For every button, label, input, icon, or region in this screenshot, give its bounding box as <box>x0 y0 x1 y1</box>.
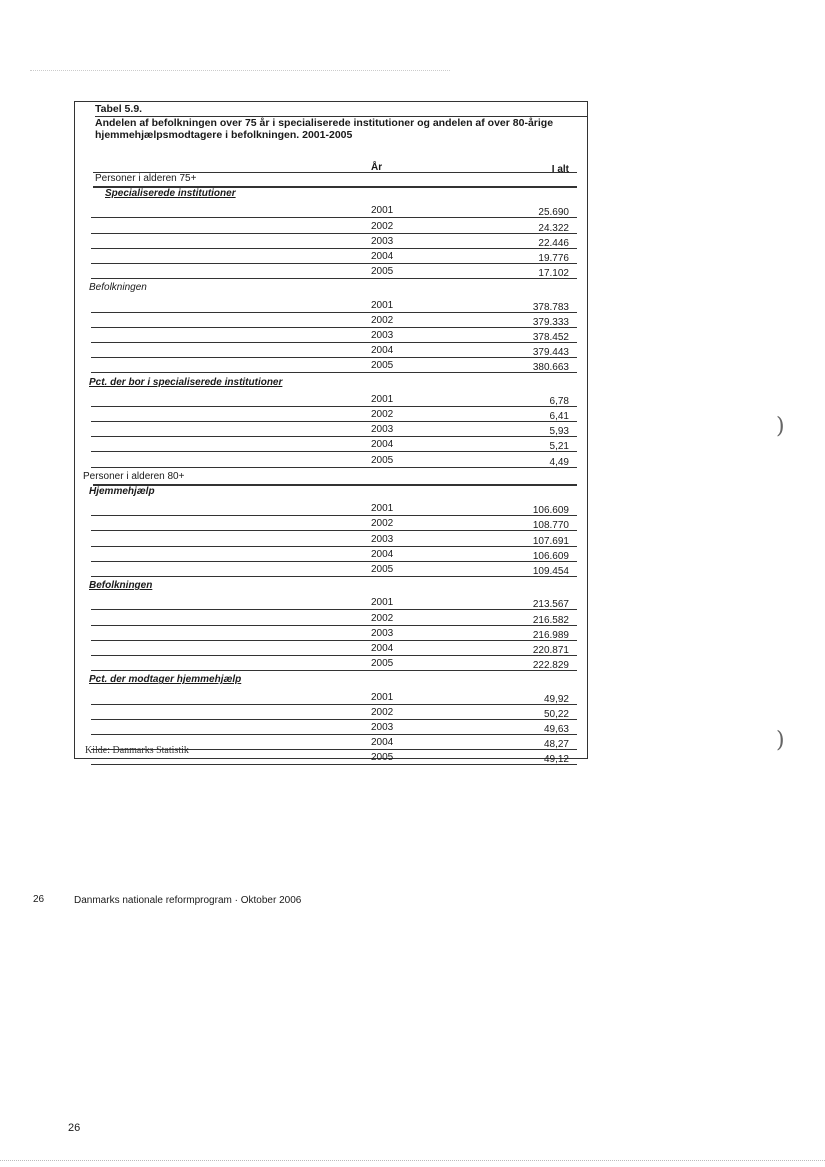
year-cell: 2003 <box>371 627 394 639</box>
row-divider <box>91 609 577 610</box>
year-cell: 2001 <box>371 205 394 217</box>
row-divider <box>91 451 577 452</box>
row-divider <box>93 485 577 486</box>
year-cell: 2003 <box>371 235 394 247</box>
value-cell: 108.770 <box>532 520 569 532</box>
row-divider <box>91 233 577 234</box>
year-cell: 2005 <box>371 752 394 764</box>
row-divider <box>91 248 577 249</box>
value-cell: 49,63 <box>543 724 569 735</box>
row-divider <box>91 734 577 735</box>
row-divider <box>91 561 577 562</box>
year-cell: 2002 <box>371 409 394 420</box>
row-divider <box>91 515 577 516</box>
page-number: 26 <box>68 1122 81 1134</box>
value-cell: 109.454 <box>532 566 569 577</box>
value-cell: 25.690 <box>538 207 569 219</box>
value-cell: 379.333 <box>532 316 569 328</box>
value-cell: 213.567 <box>532 599 569 611</box>
scan-artifact <box>30 70 450 71</box>
row-divider <box>91 655 577 656</box>
group-label: Personer i alderen 80+ <box>83 470 185 482</box>
group-label: Pct. der bor i specialiserede institutioner <box>89 376 283 388</box>
year-cell: 2001 <box>371 503 394 515</box>
year-cell: 2004 <box>371 737 394 749</box>
year-cell: 2004 <box>371 643 394 654</box>
value-cell: 50,22 <box>543 708 569 720</box>
table-title: Andelen af befolkningen over 75 år i specialiserede institutioner og andelen af over 80-årige hjemmehjælpsmodtagere i befolkningen. 2001-2005 <box>95 117 554 141</box>
margin-mark: ) <box>776 728 785 753</box>
year-cell: 2002 <box>371 612 394 624</box>
value-cell: 6,41 <box>549 411 569 422</box>
row-divider <box>91 625 577 626</box>
row-divider <box>91 704 577 705</box>
year-cell: 2005 <box>371 658 394 670</box>
year-cell: 2001 <box>371 597 394 609</box>
row-divider <box>91 530 577 531</box>
year-cell: 2002 <box>371 314 394 326</box>
row-divider <box>91 467 577 468</box>
row-divider <box>91 278 577 279</box>
group-label: Befolkningen <box>89 580 153 592</box>
year-cell: 2003 <box>371 424 394 436</box>
year-cell: 2001 <box>371 691 394 703</box>
group-label: Specialiserede institutioner <box>105 188 236 200</box>
source-note: Kilde: Danmarks Statistik <box>85 745 189 756</box>
value-cell: 380.663 <box>532 362 569 374</box>
row-divider <box>91 372 577 373</box>
row-divider <box>91 312 577 313</box>
year-cell: 2003 <box>371 533 394 545</box>
year-cell: 2005 <box>371 266 394 278</box>
year-cell: 2004 <box>371 345 394 357</box>
group-label: Pct. der modtager hjemmehjælp <box>89 674 242 686</box>
value-cell: 106.609 <box>532 550 569 562</box>
row-divider <box>91 217 577 218</box>
year-cell: 2004 <box>371 251 394 262</box>
value-cell: 222.829 <box>532 660 569 672</box>
value-cell: 49,92 <box>543 693 569 705</box>
row-divider <box>91 327 577 328</box>
row-divider <box>91 421 577 422</box>
row-divider <box>91 719 577 720</box>
row-divider <box>91 342 577 343</box>
value-cell: 6,78 <box>549 395 569 407</box>
row-divider <box>91 357 577 358</box>
year-cell: 2001 <box>371 393 394 405</box>
value-cell: 19.776 <box>538 253 569 264</box>
value-cell: 48,27 <box>543 739 569 751</box>
year-cell: 2005 <box>371 564 394 575</box>
footer-publication: Danmarks nationale reformprogram · Oktober 2006 <box>74 895 302 906</box>
year-cell: 2001 <box>371 299 394 311</box>
year-cell: 2003 <box>371 722 394 733</box>
group-label: Personer i alderen 75+ <box>95 173 197 184</box>
value-cell: 4,49 <box>549 456 569 468</box>
row-divider <box>91 263 577 264</box>
table-box <box>74 101 588 766</box>
year-cell: 2002 <box>371 706 394 718</box>
row-divider <box>91 670 577 671</box>
value-cell: 24.322 <box>538 222 569 234</box>
group-label: Befolkningen <box>89 282 147 294</box>
year-cell: 2002 <box>371 220 394 232</box>
column-header-total: I alt <box>551 164 569 175</box>
page-edge <box>0 1160 825 1161</box>
row-divider <box>91 576 577 577</box>
year-cell: 2004 <box>371 548 394 560</box>
group-label: Hjemmehjælp <box>89 486 155 497</box>
year-cell: 2004 <box>371 439 394 451</box>
row-divider <box>91 546 577 547</box>
row-divider <box>91 406 577 407</box>
year-cell: 2002 <box>371 518 394 530</box>
value-cell: 216.582 <box>532 614 569 626</box>
value-cell: 379.443 <box>532 347 569 359</box>
margin-mark: ) <box>776 414 785 439</box>
value-cell: 106.609 <box>532 505 569 517</box>
value-cell: 107.691 <box>532 535 569 547</box>
value-cell: 22.446 <box>538 237 569 249</box>
value-cell: 216.989 <box>532 629 569 641</box>
value-cell: 5,21 <box>549 441 569 453</box>
column-header-year: År <box>371 162 383 173</box>
table-label: Tabel 5.9. <box>95 103 143 115</box>
value-cell: 378.783 <box>532 301 569 313</box>
value-cell: 378.452 <box>532 332 569 343</box>
value-cell: 5,93 <box>549 426 569 438</box>
value-cell: 220.871 <box>532 645 569 656</box>
year-cell: 2003 <box>371 330 394 341</box>
value-cell: 49,12 <box>543 754 569 766</box>
year-cell: 2005 <box>371 454 394 466</box>
row-divider <box>91 640 577 641</box>
value-cell: 17.102 <box>538 268 569 280</box>
footer-page-number: 26 <box>33 894 45 905</box>
row-divider <box>91 764 577 765</box>
year-cell: 2005 <box>371 360 394 372</box>
row-divider <box>91 436 577 437</box>
